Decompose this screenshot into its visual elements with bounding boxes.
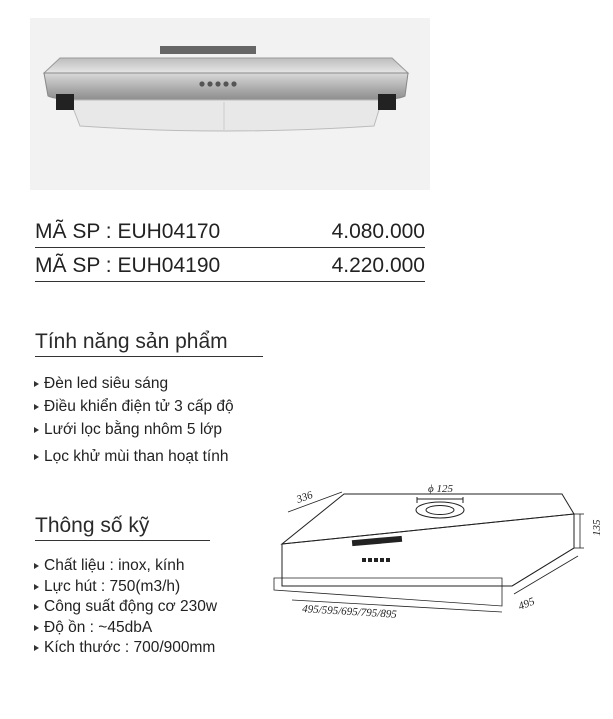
duct-dimension: ϕ 125 <box>428 483 453 495</box>
list-item <box>34 597 217 618</box>
list-item <box>34 395 234 418</box>
control-buttons-drawing <box>362 558 390 562</box>
spec-text: Lực hút : 750(m3/h) <box>44 577 181 595</box>
bullet-icon <box>34 625 39 631</box>
feature-text: Điều khiển điện tử 3 cấp độ <box>44 397 234 415</box>
bullet-icon <box>34 584 39 590</box>
list-item <box>34 556 217 577</box>
spec-text: Độ ồn : ~45dbA <box>44 618 153 636</box>
list-item <box>34 618 217 639</box>
bullet-icon <box>34 604 39 610</box>
vent-slots <box>160 46 256 54</box>
bullet-icon <box>34 381 39 387</box>
product-code: MÃ SP : EUH04190 <box>35 254 221 277</box>
technical-drawing <box>262 478 604 638</box>
product-row <box>35 218 425 248</box>
product-row <box>35 252 425 282</box>
bullet-icon <box>34 563 39 569</box>
feature-text: Đèn led siêu sáng <box>44 374 169 392</box>
bullet-icon <box>34 645 39 651</box>
feature-text: Lưới lọc bằng nhôm 5 lớp <box>44 420 223 438</box>
features-heading: Tính năng sản phẩm <box>35 330 263 357</box>
list-item <box>34 445 234 468</box>
depth-dimension: 336 <box>294 489 315 506</box>
list-item <box>34 638 217 659</box>
bullet-icon <box>34 404 39 410</box>
product-price: 4.080.000 <box>331 220 425 243</box>
list-item <box>34 372 234 395</box>
spec-text: Công suất động cơ 230w <box>44 598 218 616</box>
bullet-icon <box>34 454 39 460</box>
hood-filter-outline <box>274 578 502 606</box>
duct-collar <box>416 502 464 518</box>
side-dim-line <box>514 556 578 594</box>
height-dimension: 135 <box>591 519 603 536</box>
feature-text: Lọc khử mùi than hoạt tính <box>44 447 229 465</box>
range-hood-photo <box>30 18 430 190</box>
features-list <box>34 372 234 468</box>
vent-slot <box>352 536 402 546</box>
range-hood-illustration <box>30 18 430 190</box>
specs-list <box>34 556 217 659</box>
list-item <box>34 577 217 598</box>
product-code: MÃ SP : EUH04170 <box>35 220 221 243</box>
side-dimension: 495 <box>516 595 537 613</box>
list-item <box>34 418 234 441</box>
product-price: 4.220.000 <box>331 254 425 277</box>
bullet-icon <box>34 427 39 433</box>
spec-text: Kích thước : 700/900mm <box>44 639 216 657</box>
spec-text: Chất liệu : inox, kính <box>44 557 185 575</box>
specs-heading: Thông số kỹ <box>35 514 210 541</box>
width-dimension: 495/595/695/795/895 <box>301 603 398 621</box>
